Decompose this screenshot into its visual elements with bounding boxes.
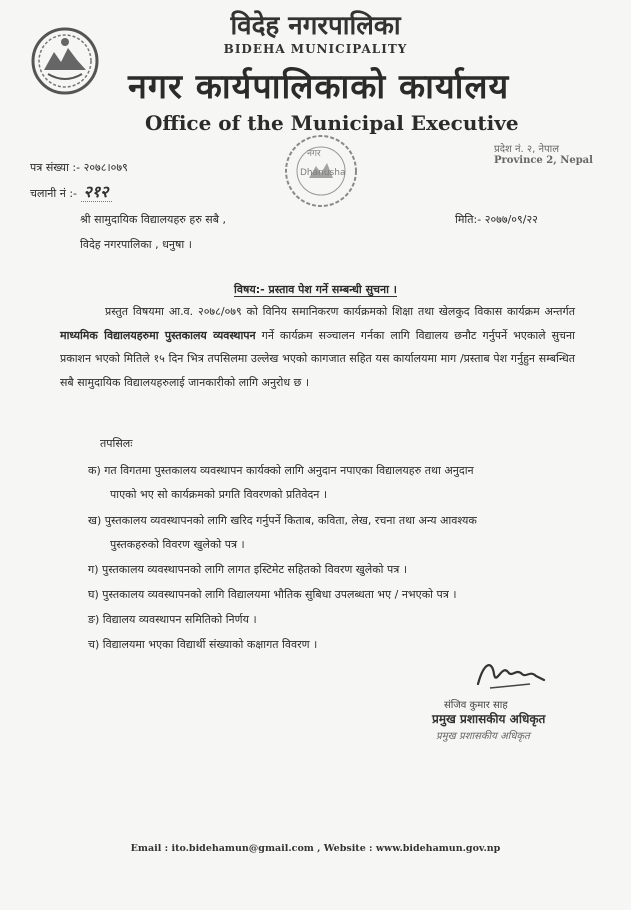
- municipality-title-english: BIDEHA MUNICIPALITY: [223, 42, 408, 56]
- list-item-1-line-1: क) गत विगतमा पुस्तकालय व्यवस्थापन कार्यक्को लागि अनुदान नपाएका विद्यालयहरु तथा अनुदान: [88, 464, 474, 477]
- stamp-line-2: Dhanusha: [300, 168, 346, 178]
- office-seal-stamp: [282, 132, 360, 210]
- subject-line: [0, 282, 631, 297]
- stamp-line-1: नगर: [307, 149, 321, 159]
- list-heading: तपसिलः: [100, 437, 133, 450]
- list-item-2-line-2: पुस्तकहरुको विवरण खुलेको पत्र ।: [110, 538, 245, 551]
- recipient-line-1: श्री सामुदायिक विद्यालयहरु हरु सबै ,: [80, 213, 226, 226]
- list-item-5: ङ) विद्यालय व्यवस्थापन समितिको निर्णय ।: [88, 613, 257, 626]
- letter-date: मिति:- २०७७/०९/२२: [455, 213, 538, 226]
- dispatch-number: [30, 180, 112, 202]
- dispatch-value: २१२: [81, 182, 112, 202]
- dispatch-label: चलानी नं :-: [30, 187, 78, 200]
- municipality-title-nepali: विदेह नगरपालिका: [230, 11, 401, 41]
- list-item-6: च) विद्यालयमा भएका विद्यार्थी संख्याको कक्षागत विवरण ।: [88, 638, 318, 651]
- subject-label: विषय:-: [234, 283, 265, 296]
- reference-value: २०७८।०७९: [83, 161, 128, 174]
- reference-number: [30, 160, 128, 175]
- office-title-nepali: नगर कार्यपालिकाको कार्यालय: [128, 67, 510, 107]
- list-item-3: ग) पुस्तकालय व्यवस्थापनको लागि लागत इस्टिमेट सहितको विवरण खुलेको पत्र ।: [88, 563, 408, 576]
- signer-designation-stamp: प्रमुख प्रशासकीय अधिकृत: [436, 731, 530, 742]
- subject-text-underlined: [234, 283, 397, 297]
- body-paragraph: [60, 300, 575, 394]
- signer-designation: प्रमुख प्रशासकीय अधिकृत: [432, 712, 546, 726]
- list-item-2-line-1: ख) पुस्तकालय व्यवस्थापनको लागि खरिद गर्नुपर्ने किताब, कविता, लेख, रचना तथा अन्य आवश्यक: [88, 514, 477, 527]
- province-nepali: प्रदेश नं. २, नेपाल: [494, 144, 560, 155]
- list-item-1-line-2: पाएको भए सो कार्यक्रमको प्रगति विवरणको प्रतिवेदन ।: [110, 488, 328, 501]
- body-bold-phrase: माध्यमिक विद्यालयहरुमा पुस्तकालय व्यवस्थापन: [60, 328, 256, 342]
- recipient-line-2: विदेह नगरपालिका , धनुषा ।: [80, 238, 192, 251]
- body-part-2: गर्ने कार्यक्रम सञ्चालन गर्नका लागि विद्यालय छनौट गर्नुपर्ने भएकाले सुचना प्रकाशन भएको मितिले १५ दिन भित्र तपसिलमा उल्लेख भएको कागजात सहित यस कार्यालयमा माग /प्रस्ताब पेश गर्नुहुन सम्बन्धित सबै सामुदायिक विद्यालयहरुलाई जानकारीको लागि अनुरोध छ ।: [60, 328, 575, 389]
- handwritten-signature: [470, 654, 550, 694]
- body-part-1: प्रस्तुत विषयमा आ.व. २०७८/०७९ को विनिय समानिकरण कार्यक्रमको शिक्षा तथा खेलकुद विकास कार्यक्रम अन्तर्गत: [105, 305, 575, 318]
- footer-contact: Email : ito.bidehamun@gmail.com , Website : www.bidehamun.gov.np: [130, 843, 501, 854]
- reference-label: पत्र संख्या :-: [30, 161, 81, 174]
- office-title-english: Office of the Municipal Executive: [145, 111, 519, 135]
- province-english: Province 2, Nepal: [494, 155, 593, 166]
- signer-name: संजिव कुमार साह: [444, 700, 508, 711]
- subject-text: प्रस्ताव पेश गर्ने सम्बन्धी सुचना ।: [268, 283, 397, 296]
- list-item-4: घ) पुस्तकालय व्यवस्थापनको लागि विद्यालयमा भौतिक सुबिधा उपलब्धता भए / नभएको पत्र ।: [88, 588, 457, 601]
